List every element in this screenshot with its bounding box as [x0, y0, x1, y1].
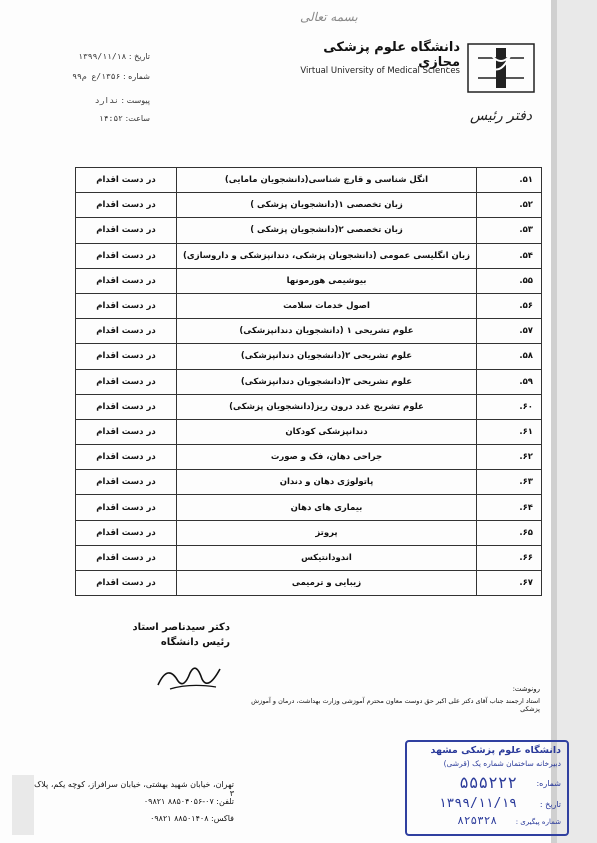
row-status: در دست اقدام	[76, 218, 177, 243]
table-row	[76, 268, 542, 293]
row-number: ۶۴.	[477, 495, 542, 520]
row-number: ۵۹.	[477, 369, 542, 394]
row-title: بیوشیمی هورمونها	[177, 268, 477, 293]
row-number: ۶۷.	[477, 571, 542, 596]
row-status: در دست اقدام	[76, 470, 177, 495]
row-title: جراحی دهان، فک و صورت	[177, 445, 477, 470]
row-status: در دست اقدام	[76, 419, 177, 444]
table-row	[76, 394, 542, 419]
row-number: ۶۶.	[477, 545, 542, 570]
row-number: ۵۶.	[477, 293, 542, 318]
row-status: در دست اقدام	[76, 545, 177, 570]
university-name-fa: دانشگاه علوم پزشکی مجازی	[323, 40, 460, 70]
row-title: زبان تخصصی ۱(دانشجویان پزشکی )	[177, 193, 477, 218]
table-row	[76, 520, 542, 545]
stamp-date-value: ۱۳۹۹/۱۱/۱۹	[438, 796, 517, 811]
stamp-line1: دانشگاه علوم پزشکی مشهد	[430, 745, 561, 756]
row-number: ۶۲.	[477, 445, 542, 470]
row-status: در دست اقدام	[76, 319, 177, 344]
row-number: ۶۱.	[477, 419, 542, 444]
scan-margin-bar	[557, 0, 597, 843]
table-row	[76, 419, 542, 444]
row-title: علوم تشریحی ۱ (دانشجویان دندانپزشکی)	[177, 319, 477, 344]
registry-stamp	[405, 740, 569, 836]
cc-text: استاد ارجمند جناب آقای دکتر علی اکبر حق دوست معاون محترم آموزشی وزارت بهداشت، درمان و آموزش پزشکی	[251, 697, 540, 713]
footer-side-bar	[12, 775, 34, 835]
table-row	[76, 445, 542, 470]
row-status: در دست اقدام	[76, 268, 177, 293]
signatory-role: رئیس دانشگاه	[160, 637, 230, 648]
row-title: انگل شناسی و قارچ شناسی(دانشجویان مامایی)	[177, 168, 477, 193]
meta-attachment	[30, 96, 150, 105]
row-status: در دست اقدام	[76, 293, 177, 318]
row-status: در دست اقدام	[76, 394, 177, 419]
stamp-number-value: ۵۵۵۲۲۲	[459, 773, 517, 792]
table-row	[76, 545, 542, 570]
row-title: زبان تخصصی ۲(دانشجویان پزشکی )	[177, 218, 477, 243]
meta-time-value: ۱۴:۵۲	[98, 114, 123, 123]
table-row	[76, 193, 542, 218]
row-number: ۶۵.	[477, 520, 542, 545]
row-title: اندودانتیکس	[177, 545, 477, 570]
table-row	[76, 243, 542, 268]
handwritten-signature	[150, 655, 230, 695]
stamp-tracking-label: شماره پیگیری :	[515, 818, 561, 826]
row-number: ۵۴.	[477, 243, 542, 268]
stamp-tracking-value: ۸۲۵۳۲۸	[457, 814, 497, 827]
row-number: ۵۱.	[477, 168, 542, 193]
row-status: در دست اقدام	[76, 193, 177, 218]
row-status: در دست اقدام	[76, 243, 177, 268]
table-row	[76, 470, 542, 495]
meta-date-label: تاریخ :	[128, 52, 150, 61]
row-number: ۵۸.	[477, 344, 542, 369]
signatory-name: دکتر سیدناصر استاد	[132, 622, 230, 633]
footer-address: تهران، خیابان شهید بهشتی، خیابان سرافراز، کوچه یکم، پلاک ۳	[34, 780, 234, 798]
stamp-line2: دبیرخانه ساختمان شماره یک (قرشی)	[443, 759, 561, 768]
row-status: در دست اقدام	[76, 445, 177, 470]
row-number: ۶۰.	[477, 394, 542, 419]
footer-fax: فاکس: ۸۸۵۰۱۴۰۸ ۰۹۸۲۱	[150, 814, 234, 823]
cc-label: رونوشت:	[512, 685, 540, 693]
row-number: ۵۷.	[477, 319, 542, 344]
meta-date	[30, 52, 150, 61]
meta-time-label: ساعت:	[125, 114, 150, 123]
row-title: پروتز	[177, 520, 477, 545]
table-row	[76, 218, 542, 243]
row-status: در دست اقدام	[76, 495, 177, 520]
stamp-number-label: شماره:	[536, 779, 561, 788]
row-title: اصول خدمات سلامت	[177, 293, 477, 318]
row-title: بیماری های دهان	[177, 495, 477, 520]
row-title: علوم تشریح غدد درون ریز(دانشجویان پزشکی)	[177, 394, 477, 419]
course-table-body	[76, 168, 542, 596]
meta-date-value: ۱۳۹۹/۱۱/۱۸	[78, 52, 127, 61]
row-title: پاتولوژی دهان و دندان	[177, 470, 477, 495]
table-row	[76, 571, 542, 596]
row-number: ۵۳.	[477, 218, 542, 243]
table-row	[76, 344, 542, 369]
course-table	[75, 167, 542, 596]
table-row	[76, 319, 542, 344]
row-number: ۶۳.	[477, 470, 542, 495]
row-title: زیبایی و ترمیمی	[177, 571, 477, 596]
stamp-date-label: تاریخ :	[539, 800, 561, 809]
meta-number-label: شماره :	[122, 72, 150, 81]
table-row	[76, 369, 542, 394]
row-status: در دست اقدام	[76, 571, 177, 596]
row-title: علوم تشریحی ۳(دانشجویان دندانپزشکی)	[177, 369, 477, 394]
table-row	[76, 168, 542, 193]
office-name: دفتر رئیس	[469, 108, 533, 124]
meta-attachment-label: پیوست :	[121, 96, 150, 105]
row-title: زبان انگلیسی عمومی (دانشجویان پزشکی، دندانپزشکی و داروسازی)	[177, 243, 477, 268]
row-status: در دست اقدام	[76, 168, 177, 193]
meta-number	[30, 72, 150, 81]
row-status: در دست اقدام	[76, 344, 177, 369]
scan-margin-edge	[551, 0, 557, 843]
table-row	[76, 293, 542, 318]
top-scribble: بسمه تعالی	[300, 10, 358, 24]
row-number: ۵۵.	[477, 268, 542, 293]
meta-attachment-value: ندارد	[94, 96, 119, 105]
meta-number-value: ۱۳۵۶/ع م۹۹	[72, 72, 121, 81]
row-title: دندانپزشکی کودکان	[177, 419, 477, 444]
footer-phone: تلفن: ۰۷-۸۸۵۰۴۰۵۶ ۰۹۸۲۱	[143, 797, 234, 806]
row-number: ۵۲.	[477, 193, 542, 218]
university-name-en: Virtual University of Medical Sciences	[300, 66, 460, 76]
meta-time	[30, 114, 150, 123]
table-row	[76, 495, 542, 520]
row-status: در دست اقدام	[76, 520, 177, 545]
row-title: علوم تشریحی ۲(دانشجویان دندانپزشکی)	[177, 344, 477, 369]
university-logo-icon	[466, 38, 536, 130]
row-status: در دست اقدام	[76, 369, 177, 394]
